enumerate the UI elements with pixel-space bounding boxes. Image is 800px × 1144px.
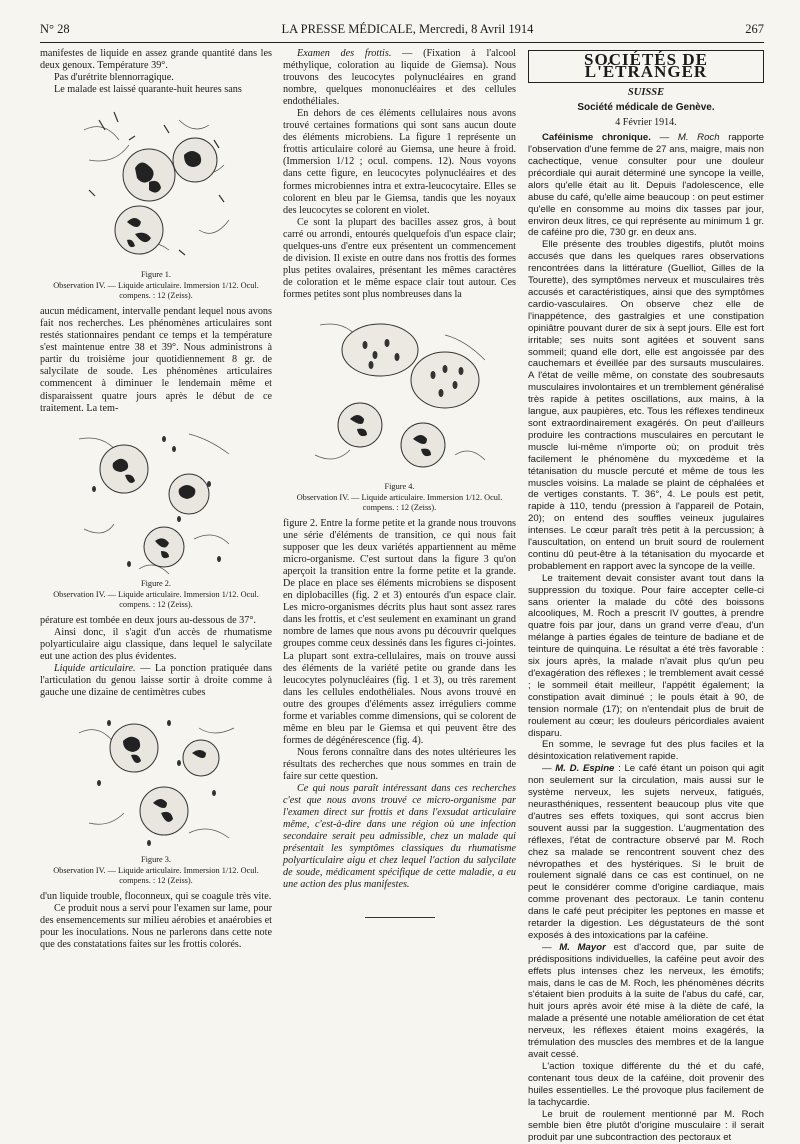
- paragraph: manifestes de liquide en assez grande quantité dans les deux genoux. Température 39°.: [40, 48, 272, 72]
- paragraph: Pas d'urétrite blennorragique.: [54, 72, 174, 84]
- figure-label: Figure 1.: [141, 270, 171, 280]
- paragraph: Examen des frottis. — (Fixation à l'alcool méthylique, coloration au liquide de Giemsa). Nous trouvons des leucocytes polynucléaires en grand nombre, quelques mononucléaires et des cellules endothéliales.: [283, 48, 517, 108]
- paragraph: En somme, le sevrage fut des plus faciles et la désintoxication relativement rapide.: [528, 739, 764, 763]
- figure-4-caption: Figure 4. Observation IV. — Liquide articulaire. Immersion 1/12. Ocul. compens. : 12 (Zeiss).: [283, 482, 516, 513]
- figure-label: Figure 3.: [141, 854, 171, 864]
- paragraph: Caféinisme chronique. — M. Roch rapporte l'observation d'une femme de 27 ans, maigre, mais non cachectique, venue consulter pour une douleur précordiale qui aurait déterminé une syncope la veille, alors qu'elle était au lit. Depuis l'adolescence, elle abuse du café, qu'elle aime beaucoup : on peut estimer qu'elle en consomme au moins dix tasses par jour, environ deux litres, ce qui représente au minimum 1 gr. de caféine pro die, 730 gr. en deux ans.: [528, 132, 764, 239]
- paragraph: — M. D. Espine : Le café étant un poison qui agit non seulement sur la circulation, mais aussi sur le système nerveux, les sujets nerveux, fatigués, neurasthéniques, ressentent beaucoup plus vite que d'autres ses effets toxiques, qui sont accrus bien souvent aussi par la suggestion. L'augmentation des réflexes, l'état de contracture observé par M. Roch chez sa malade se rencontrent souvent chez des névropathes et des hystériques. Si le bruit de roulement signalé dans ce cas est continuel, on ne peut le considérer comme d'origine cardiaque, mais comme provenant des pectoraux. Le tanin contenu dans le café peut précipiter les peptones en masse et retarder la digestion. Les dégustateurs de thé sont exposés à des intoxications par la caféine.: [528, 763, 764, 941]
- figure-label: Figure 4.: [384, 481, 415, 491]
- paragraph: figure 2. Entre la forme petite et la grande nous trouvons une série d'éléments de transition, ce qui nous fait supposer que les deux variétés appartiennent au même micro-organisme. C'est surtout dans la figure 3 qu'on aperçoit la transition entre la forme petite et la grande. De place en place ses éléments microbiens se disposent en diplobacilles (fig. 2 et 3) entourés d'un espace clair. Les micro-organismes décrits plus haut sont assez rares dans les frottis, et c'est seulement en examinant un grand nombre de lames que nous avons pu découvrir quelques groupes comme ceux dessinés dans les figures ci-jointes. La plupart sont extra-cellulaires, mais on trouve aussi des éléments de la variété petite ou grande dans les leucocytes polynucléaires (fig. 1 et 3), ou très rarement dans les cellules endothéliales. Nous avons trouvé en outre des groupes d'éléments assez irréguliers comme forme et variables comme dimensions, qui se colorent de même en bleu par le Giemsa et qui peuvent être des formes de dégénérescence (fig. 4).: [283, 517, 516, 746]
- paragraph: — M. Mayor est d'accord que, par suite de prédispositions individuelles, la caféine peut avoir des effets plus intenses chez les nerveux, les émotifs; mais, dans le cas de M. Roch, les phénomènes décrits s'étaient bien produits à la suite de l'abus du café, car, huit jours après avoir été mise à la diète de café, la malade a présenté une notable amélioration de cet état nerveux, les réflexes étaient moins exagérés, la trémulation des muscles des membres et de la langue avait cessé.: [528, 941, 764, 1061]
- micrograph-drawing: [69, 100, 244, 268]
- figure-3: [40, 703, 272, 853]
- paragraph: Liquide articulaire. — La ponction pratiquée dans l'articulation du genou laisse sortir à droite comme à gauche une dizaine de centimètres cubes: [40, 662, 272, 698]
- figure-4: [283, 305, 516, 480]
- paragraph: L'action toxique différente du thé et du café, contenant tous deux de la caféine, doit provenir des huiles essentielles. Le thé provoque plus facilement de la tachycardie.: [528, 1060, 764, 1108]
- micrograph-drawing: [69, 419, 244, 577]
- society-heading: Société médicale de Genève.: [577, 102, 715, 114]
- page-header: [40, 20, 764, 38]
- paragraph: Nous ferons connaître dans des notes ultérieures les résultats des recherches que nous sommes en train de faire sur cette question.: [283, 746, 516, 782]
- paragraph: Le bruit de roulement mentionné par M. Roch semble bien être plutôt d'origine musculaire : il serait produit par une subcontraction des pectoraux et: [528, 1108, 764, 1144]
- figure-1: [40, 100, 272, 268]
- paragraph: Le malade est laissé quarante-huit heures sans: [54, 84, 242, 96]
- column-2: [283, 48, 516, 918]
- column-1: [40, 48, 272, 951]
- country-heading: SUISSE: [627, 87, 665, 99]
- paragraph: Le traitement devait consister avant tout dans la suppression du toxique. Pour faire accepter celle-ci sans orienter la malade du côté des boissons alcooliques, M. Roch a prescrit IV gouttes, à prendre quatre fois par jour, dans un grand verre d'eau, d'un mélange à parties égales de teinture de badiane et de teinture de quinquina. Le résultat a été très favorable : six jours après, la malade n'avait plus qu'un peu d'exagération des réflexes ; le tremblement avait cessé ; le sommeil était meilleur, l'appétit également; la constipation avait diminué ; le pouls était à 90, de tension normale (17); on n'entendait plus de bruit de roulement au cœur; les douleurs péricordiales avaient disparu.: [528, 572, 764, 739]
- micrograph-drawing: [305, 305, 495, 480]
- paragraph: Ce produit nous a servi pour l'examen sur lame, pour des ensemencements sur milieu aérobies et anaérobies et pour les inoculations. Nous ne parlerons dans cette note que des constatations faites sur les frottis colorés.: [40, 902, 272, 951]
- section-title: SOCIÉTÉS DE L'ÉTRANGER: [528, 50, 764, 83]
- journal-title: LA PRESSE MÉDICALE, Mercredi, 8 Avril 1914: [281, 21, 534, 36]
- paragraph: Elle présente des troubles digestifs, plutôt moins accusés que dans les quelques rares observations rencontrées dans la littérature (Guelliot, Gilles de la Tourette), des symptômes nerveux et musculaires très accusés et caractéristiques, ainsi que des symptômes cardio-vasculaires. On observe chez elle de l'inappétence, des gastralgies et une constipation opiniâtre pouvant durer de six à sept jours. Elle est fort irritable; ses nuits sont agitées et souvent sans sommeil; quand elle dort, elle est angoissée par des cauchemars et éveillée par des sursauts musculaires. A l'état de veille même, on constate des soubresauts musculaires involontaires et un tremblement généralisé très rapide à petites oscillations, aux mains, à la langue, aux paupières, etc. Tous les réflexes tendineux sont extraordinairement exagérés. On peut d'ailleurs produire les contractions musculaires en percutant le muscle lui-même n'importe où; on produit très facilement le phénomène du myxœdème et la tétanisation du muscle percuté et même de tous les muscles voisins. La malade se plaint de céphalées et de vertiges constants. T. 36°, 4. Le pouls est petit, rapide à 110, tendu (pression à l'appareil de Potain, 20); on entend des souffles veineux jugulaires intenses. Le cœur paraît très petit à la percussion; à l'auscultation, on entend un bruit sourd de roulement continu dû peut-être à la tétanisation du myocarde et probablement en rapport avec la syncope de la veille.: [528, 239, 764, 572]
- issue-number: N° 28: [40, 21, 70, 36]
- paragraph: En dehors de ces éléments cellulaires nous avons trouvé certaines formations qui sont sans aucun doute des éléments microbiens. La figure 1 représente un frottis articulaire coloré au Giemsa, une heure à froid. (Immersion 1/12 ; ocul. compens. 12). Nous voyons dans cette figure, en leucocytes polynucléaires et des formes microbiennes intra et extra-leucocytaire. Elles se colorent en bleu par le Giemsa, tandis que les noyaux des leucocytes se colorent en violet.: [283, 108, 516, 216]
- paragraph: pérature est tombée en deux jours au-dessous de 37°.: [40, 614, 256, 626]
- figure-2: [40, 419, 272, 577]
- figure-3-caption: Figure 3. Observation IV. — Liquide articulaire. Immersion 1/12. Ocul. compens. : 12 (Zeiss).: [40, 855, 272, 886]
- header-rule: [40, 42, 764, 43]
- figure-1-caption: Figure 1. Observation IV. — Liquide articulaire. Immersion 1/12. Ocul. compens. : 12 (Zeiss).: [40, 270, 272, 301]
- paragraph: Ainsi donc, il s'agit d'un accès de rhumatisme polyarticulaire aigu classique, dans lequel le salycilate eut une action des plus évidentes.: [40, 626, 272, 662]
- paragraph: Ce qui nous paraît intéressant dans ces recherches c'est que nous avons trouvé ce micro-organisme par l'examen direct sur frottis et dans l'exsudat articulaire même, c'est-à-dire dans une région où une infection secondaire serait peu admissible, chez un malade qui présentait les symptômes classiques du rhumatisme polyarticulaire aigu et chez lequel l'action du salycilate de soude, médicament spécifique de cette maladie, a eu une action des plus manifestes.: [283, 783, 516, 891]
- paragraph: d'un liquide trouble, floconneux, qui se coagule très vite.: [40, 890, 272, 902]
- micrograph-drawing: [69, 703, 244, 853]
- paragraph: aucun médicament, intervalle pendant lequel nous avons fait nos recherches. Les phénomènes articulaires sont restés stationnaires pendant ce temps et la température s'est maintenue entre 38 et 39°. Nous administrons à partir du troisième jour quotidiennement 8 gr. de salycilate de soude. Les phénomènes articulaires commencent à diminuer le lendemain même et disparaissent quatre jours après le début de ce traitement. La tem-: [40, 306, 272, 414]
- report-body: [528, 132, 764, 1144]
- figure-2-caption: Figure 2. Observation IV. — Liquide articulaire. Immersion 1/12. Ocul. compens. : 12 (Zeiss).: [40, 579, 272, 610]
- figure-label: Figure 2.: [141, 578, 171, 588]
- page-number: 267: [745, 21, 764, 36]
- session-date: 4 Février 1914.: [615, 117, 677, 129]
- column-3: [528, 48, 764, 1144]
- paragraph: Ce sont la plupart des bacilles assez gros, à bout carré ou arrondi, entourés quelquefois d'un espace clair; quelques-uns d'entre eux présentent un commencement de division. Il existe en outre dans nos frottis des formes plus petites ovalaires, présentant les mêmes caractères de coloration et le même espace clair tout autour. Ces formes petites sont plus nombreuses dans la: [283, 216, 516, 300]
- end-rule: [365, 917, 435, 918]
